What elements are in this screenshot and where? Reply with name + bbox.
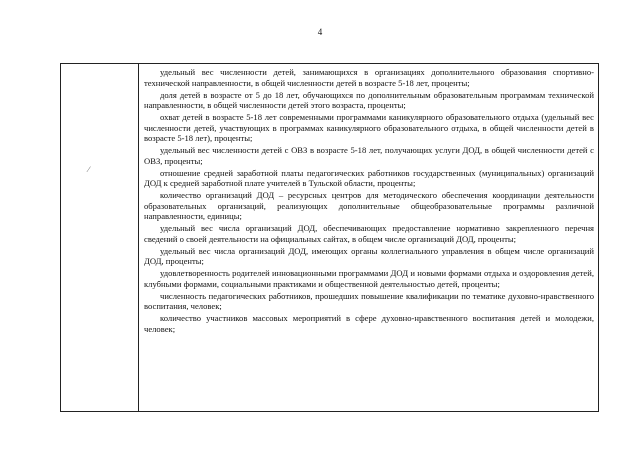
indicator-item: удельный вес числа организаций ДОД, обеспечивающих предоставление нормативно закрепленного перечня сведений о своей деятельности на официальных сайтах, в общем числе организаций ДОД, проценты; — [144, 223, 594, 244]
table-left-column — [61, 64, 139, 411]
indicator-item: удельный вес численности детей с ОВЗ в возрасте 5-18 лет, получающих услуги ДОД, в общей численности детей с ОВЗ, проценты; — [144, 145, 594, 166]
indicator-item: удельный вес числа организаций ДОД, имеющих органы коллегиального управления в общем числе организаций ДОД, проценты; — [144, 245, 594, 266]
stray-mark: ⁄ — [88, 165, 90, 174]
indicator-item: отношение средней заработной платы педагогических работников государственных (муниципальных) организаций ДОД к средней заработной плате учителей в Тульской области, проценты; — [144, 167, 594, 188]
page-number: 4 — [317, 27, 323, 37]
indicator-item: удельный вес численности детей, занимающихся в организациях дополнительного образования спортивно-технической направленности, в общей численности детей в возрасте 5-18 лет, проценты; — [144, 67, 594, 88]
indicator-item: численность педагогических работников, прошедших повышение квалификации по тематике духовно-нравственного воспитания, человек; — [144, 290, 594, 311]
indicator-item: охват детей в возрасте 5-18 лет современными программами каникулярного образовательного отдыха (удельный вес численности детей, участвующих в программах каникулярного образовательного отдыха, в общей численности детей в возрасте 5-18 лет), проценты; — [144, 112, 594, 143]
indicator-item: количество организаций ДОД – ресурсных центров для методического обеспечения координации деятельности образовательных организаций, реализующих дополнительные общеобразовательные программы различной направленности, единицы; — [144, 190, 594, 221]
indicator-item: удовлетворенность родителей инновационными программами ДОД и новыми формами отдыха и оздоровления детей, клубными формами, социальными практиками и общественной деятельностью детей, проценты; — [144, 268, 594, 289]
indicators-list — [140, 64, 598, 336]
indicators-table — [60, 63, 599, 412]
indicator-item: количество участников массовых мероприятий в сфере духовно-нравственного воспитания детей и молодежи, человек; — [144, 313, 594, 334]
indicator-item: доля детей в возрасте от 5 до 18 лет, обучающихся по дополнительным образовательным программам технической направленности, в общей численности детей этого возраста, проценты; — [144, 89, 594, 110]
